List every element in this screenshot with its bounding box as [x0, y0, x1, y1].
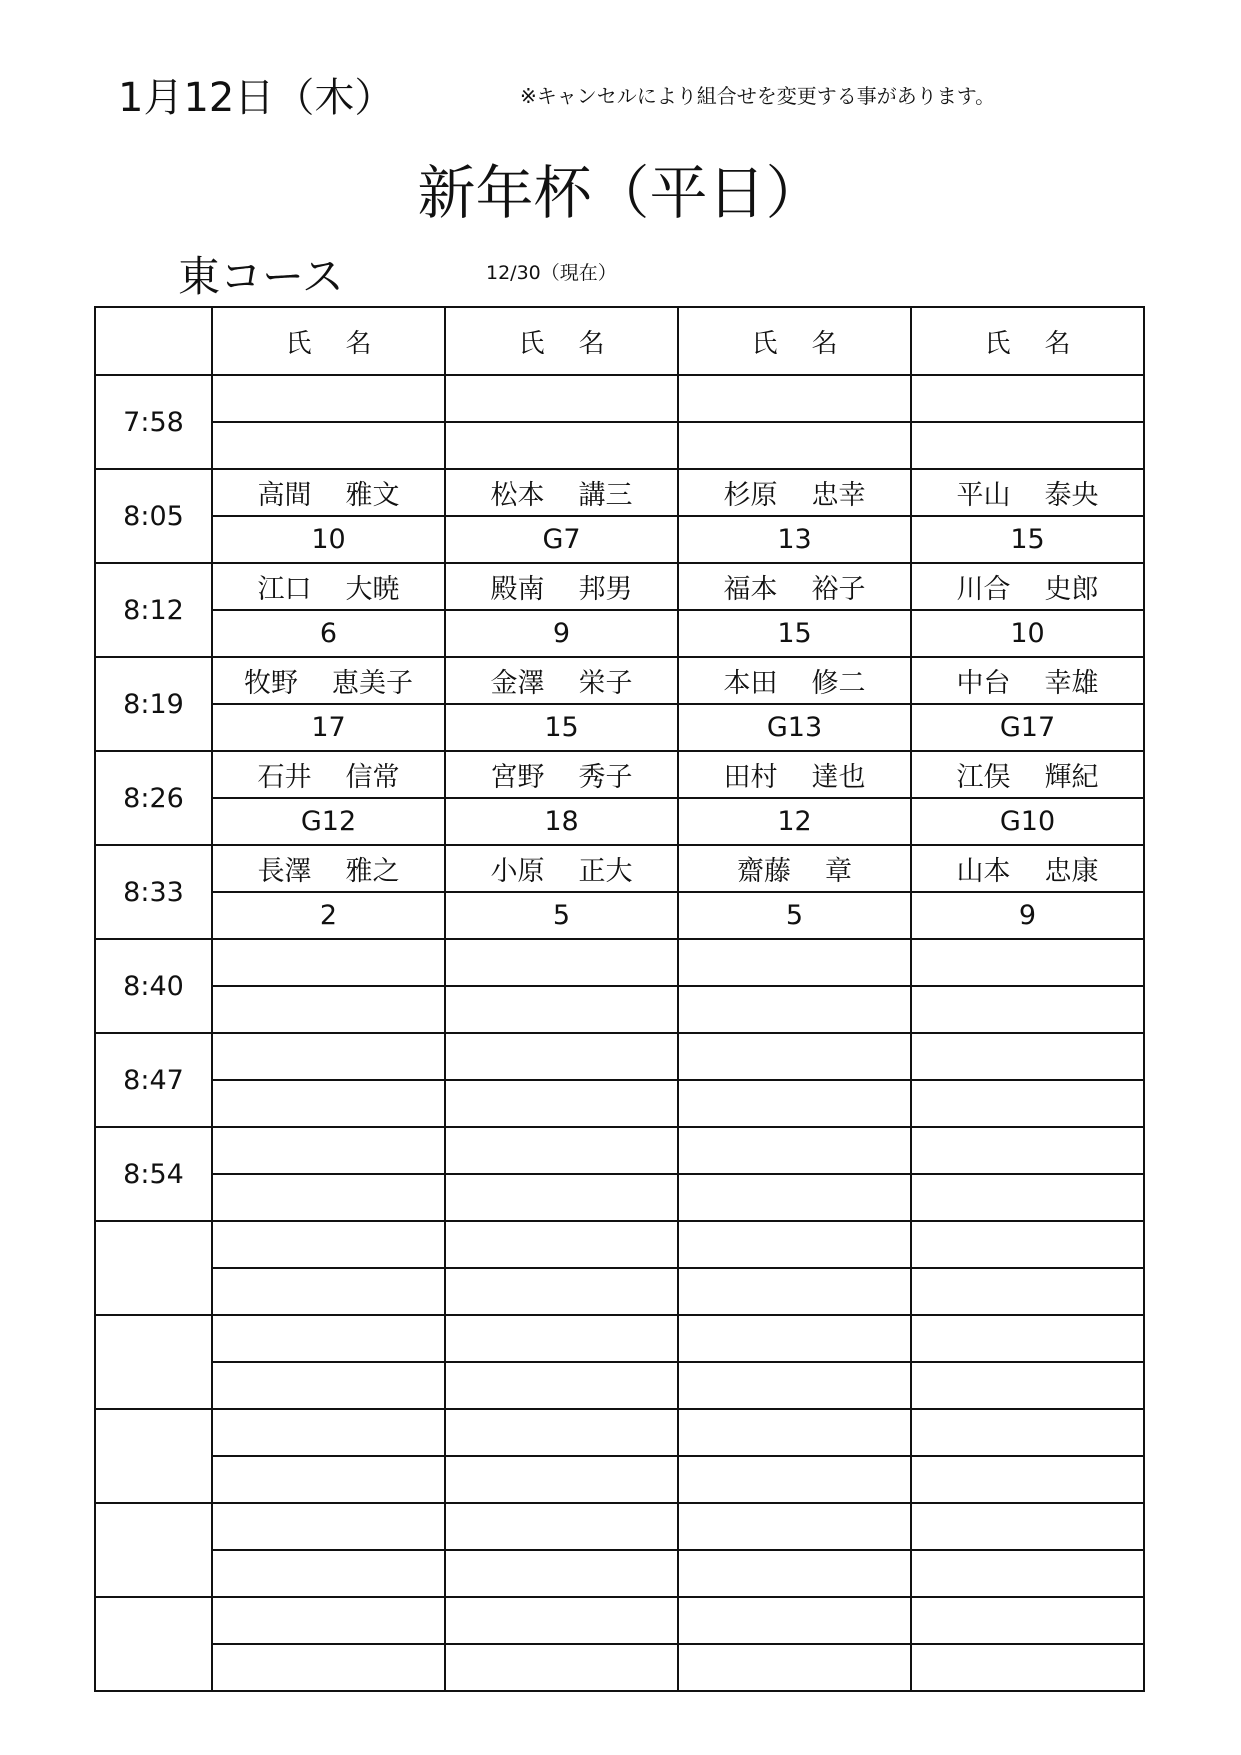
- player-given-name: 裕子: [811, 574, 866, 605]
- tee-time: [95, 1409, 212, 1503]
- player-given-name: 恵美子: [332, 668, 413, 699]
- player-name: [445, 375, 678, 422]
- player-handicap: [911, 1080, 1144, 1127]
- player-family-name: 石井: [257, 762, 312, 793]
- player-handicap: 15: [911, 516, 1144, 563]
- column-header-name: 氏 名: [678, 307, 911, 375]
- player-name: [212, 1597, 445, 1644]
- group-name-row: [95, 469, 1144, 516]
- player-handicap: [445, 1174, 678, 1221]
- group-name-row: [95, 1127, 1144, 1174]
- group-name-row: [95, 751, 1144, 798]
- player-handicap: G12: [212, 798, 445, 845]
- player-name: [678, 1315, 911, 1362]
- player-handicap: 18: [445, 798, 678, 845]
- group-name-row: [95, 845, 1144, 892]
- player-handicap: [911, 986, 1144, 1033]
- tee-time: 8:19: [95, 657, 212, 751]
- tee-time: [95, 1221, 212, 1315]
- player-handicap: 2: [212, 892, 445, 939]
- group-name-row: [95, 657, 1144, 704]
- player-given-name: 達也: [811, 762, 866, 793]
- group-handicap-row: [95, 610, 1144, 657]
- player-handicap: [445, 1644, 678, 1691]
- tee-time: 8:54: [95, 1127, 212, 1221]
- player-name: [212, 1033, 445, 1080]
- player-name: [911, 563, 1144, 610]
- group-handicap-row: [95, 704, 1144, 751]
- player-given-name: 修二: [811, 668, 866, 699]
- player-name: [445, 657, 678, 704]
- player-name: [911, 1127, 1144, 1174]
- player-given-name: 泰央: [1044, 480, 1099, 511]
- player-handicap: G17: [911, 704, 1144, 751]
- player-handicap: G10: [911, 798, 1144, 845]
- player-name: [911, 375, 1144, 422]
- group-handicap-row: [95, 1550, 1144, 1597]
- player-given-name: 史郎: [1044, 574, 1099, 605]
- player-handicap: [911, 422, 1144, 469]
- player-handicap: 5: [678, 892, 911, 939]
- player-name: [445, 1033, 678, 1080]
- player-family-name: 小原: [490, 856, 545, 887]
- player-name: [678, 939, 911, 986]
- player-family-name: 田村: [723, 762, 778, 793]
- player-name: [445, 845, 678, 892]
- change-notice: ※キャンセルにより組合せを変更する事があります。: [520, 84, 996, 108]
- tee-time: 8:12: [95, 563, 212, 657]
- player-handicap: [445, 1080, 678, 1127]
- player-given-name: 秀子: [578, 762, 633, 793]
- pairing-table: [94, 306, 1145, 1692]
- player-handicap: [212, 422, 445, 469]
- player-handicap: [678, 1362, 911, 1409]
- player-name: [212, 1409, 445, 1456]
- player-given-name: 邦男: [578, 574, 633, 605]
- player-given-name: 忠康: [1044, 856, 1099, 887]
- player-name: [678, 1033, 911, 1080]
- player-name: [911, 1597, 1144, 1644]
- player-handicap: [911, 1456, 1144, 1503]
- group-name-row: [95, 1033, 1144, 1080]
- player-name: [445, 751, 678, 798]
- player-family-name: 高間: [257, 480, 312, 511]
- group-handicap-row: [95, 892, 1144, 939]
- player-name: [911, 939, 1144, 986]
- player-name: [445, 1221, 678, 1268]
- player-handicap: [212, 986, 445, 1033]
- player-given-name: 輝紀: [1044, 762, 1099, 793]
- player-family-name: 杉原: [723, 480, 778, 511]
- player-handicap: [911, 1550, 1144, 1597]
- tee-time: [95, 1503, 212, 1597]
- player-name: [911, 1221, 1144, 1268]
- player-name: [911, 1315, 1144, 1362]
- player-name: [212, 1315, 445, 1362]
- player-handicap: [911, 1362, 1144, 1409]
- player-name: [212, 1221, 445, 1268]
- group-handicap-row: [95, 1644, 1144, 1691]
- player-handicap: 5: [445, 892, 678, 939]
- group-name-row: [95, 939, 1144, 986]
- player-name: [678, 469, 911, 516]
- player-name: [678, 1127, 911, 1174]
- tee-time: 8:26: [95, 751, 212, 845]
- player-family-name: 山本: [956, 856, 1011, 887]
- group-handicap-row: [95, 422, 1144, 469]
- player-handicap: 9: [445, 610, 678, 657]
- player-name: [678, 845, 911, 892]
- player-family-name: 川合: [956, 574, 1011, 605]
- player-name: [445, 939, 678, 986]
- group-name-row: [95, 1315, 1144, 1362]
- player-handicap: [445, 1362, 678, 1409]
- player-handicap: [445, 1550, 678, 1597]
- player-family-name: 江口: [257, 574, 312, 605]
- player-name: [678, 1503, 911, 1550]
- player-family-name: 齋藤: [737, 856, 791, 887]
- tee-time: 8:05: [95, 469, 212, 563]
- player-name: [212, 1127, 445, 1174]
- player-name: [678, 1409, 911, 1456]
- player-handicap: [678, 1550, 911, 1597]
- tee-time: 8:47: [95, 1033, 212, 1127]
- player-family-name: 福本: [723, 574, 778, 605]
- player-handicap: [678, 986, 911, 1033]
- player-given-name: 雅文: [345, 480, 400, 511]
- group-name-row: [95, 563, 1144, 610]
- player-family-name: 本田: [723, 668, 778, 699]
- group-handicap-row: [95, 1174, 1144, 1221]
- player-handicap: [445, 422, 678, 469]
- player-handicap: 13: [678, 516, 911, 563]
- player-handicap: 9: [911, 892, 1144, 939]
- player-handicap: [445, 986, 678, 1033]
- group-handicap-row: [95, 798, 1144, 845]
- player-given-name: 大暁: [345, 574, 400, 605]
- player-given-name: 章: [825, 856, 852, 887]
- player-handicap: [445, 1268, 678, 1315]
- player-handicap: [911, 1174, 1144, 1221]
- player-handicap: [212, 1080, 445, 1127]
- player-handicap: 15: [678, 610, 911, 657]
- player-family-name: 宮野: [490, 762, 545, 793]
- player-name: [212, 563, 445, 610]
- player-name: [678, 657, 911, 704]
- player-handicap: [911, 1644, 1144, 1691]
- as-of-date: 12/30（現在）: [486, 262, 617, 284]
- player-given-name: 講三: [578, 480, 633, 511]
- column-header-name: 氏 名: [212, 307, 445, 375]
- player-name: [911, 469, 1144, 516]
- player-handicap: [212, 1644, 445, 1691]
- player-name: [212, 657, 445, 704]
- player-handicap: [212, 1174, 445, 1221]
- player-name: [678, 751, 911, 798]
- group-handicap-row: [95, 516, 1144, 563]
- player-given-name: 幸雄: [1044, 668, 1099, 699]
- player-handicap: [678, 1080, 911, 1127]
- tee-time: 7:58: [95, 375, 212, 469]
- column-header-name: 氏 名: [445, 307, 678, 375]
- player-name: [212, 1503, 445, 1550]
- player-name: [445, 1315, 678, 1362]
- groups-body: [95, 375, 1144, 1691]
- player-given-name: 雅之: [345, 856, 400, 887]
- group-handicap-row: [95, 1362, 1144, 1409]
- player-handicap: 17: [212, 704, 445, 751]
- group-name-row: [95, 375, 1144, 422]
- player-family-name: 殿南: [490, 574, 545, 605]
- player-family-name: 牧野: [244, 668, 298, 699]
- page-title: 新年杯（平日）: [417, 159, 824, 227]
- player-family-name: 長澤: [257, 856, 312, 887]
- group-name-row: [95, 1503, 1144, 1550]
- player-handicap: [212, 1268, 445, 1315]
- player-handicap: 12: [678, 798, 911, 845]
- player-name: [212, 751, 445, 798]
- player-handicap: [212, 1456, 445, 1503]
- player-name: [445, 1409, 678, 1456]
- group-name-row: [95, 1221, 1144, 1268]
- player-handicap: 10: [212, 516, 445, 563]
- tee-time: 8:33: [95, 845, 212, 939]
- course-name: 東コース: [178, 252, 344, 301]
- player-name: [445, 1503, 678, 1550]
- group-name-row: [95, 1409, 1144, 1456]
- group-handicap-row: [95, 1268, 1144, 1315]
- player-name: [678, 1221, 911, 1268]
- player-name: [445, 1597, 678, 1644]
- player-family-name: 平山: [956, 480, 1011, 511]
- player-handicap: G7: [445, 516, 678, 563]
- header-row: [95, 307, 1144, 375]
- player-handicap: [678, 1174, 911, 1221]
- player-name: [678, 375, 911, 422]
- player-name: [911, 1033, 1144, 1080]
- player-handicap: 6: [212, 610, 445, 657]
- tee-time: [95, 1315, 212, 1409]
- tee-time: [95, 1597, 212, 1691]
- player-handicap: 15: [445, 704, 678, 751]
- player-handicap: 10: [911, 610, 1144, 657]
- player-name: [911, 1503, 1144, 1550]
- column-header-name: 氏 名: [911, 307, 1144, 375]
- player-family-name: 中台: [956, 668, 1011, 699]
- player-name: [212, 469, 445, 516]
- player-handicap: [678, 422, 911, 469]
- player-given-name: 正大: [578, 856, 633, 887]
- player-handicap: [911, 1268, 1144, 1315]
- player-handicap: [212, 1550, 445, 1597]
- player-given-name: 栄子: [578, 668, 633, 699]
- group-handicap-row: [95, 986, 1144, 1033]
- player-name: [212, 845, 445, 892]
- player-name: [678, 1597, 911, 1644]
- player-given-name: 忠幸: [811, 480, 866, 511]
- player-handicap: [678, 1644, 911, 1691]
- player-handicap: [212, 1362, 445, 1409]
- player-name: [911, 845, 1144, 892]
- player-name: [212, 375, 445, 422]
- player-name: [911, 1409, 1144, 1456]
- time-header: [95, 307, 212, 375]
- player-handicap: [445, 1456, 678, 1503]
- group-handicap-row: [95, 1080, 1144, 1127]
- player-family-name: 江俣: [956, 762, 1011, 793]
- group-name-row: [95, 1597, 1144, 1644]
- group-handicap-row: [95, 1456, 1144, 1503]
- player-handicap: [678, 1268, 911, 1315]
- player-name: [445, 563, 678, 610]
- player-family-name: 松本: [490, 480, 545, 511]
- player-name: [911, 657, 1144, 704]
- player-name: [911, 751, 1144, 798]
- player-handicap: G13: [678, 704, 911, 751]
- tee-time: 8:40: [95, 939, 212, 1033]
- player-family-name: 金澤: [490, 668, 545, 699]
- player-name: [445, 1127, 678, 1174]
- player-name: [678, 563, 911, 610]
- player-name: [445, 469, 678, 516]
- player-name: [212, 939, 445, 986]
- event-date: 1月12日（木）: [118, 75, 395, 121]
- player-given-name: 信常: [345, 762, 400, 793]
- player-handicap: [678, 1456, 911, 1503]
